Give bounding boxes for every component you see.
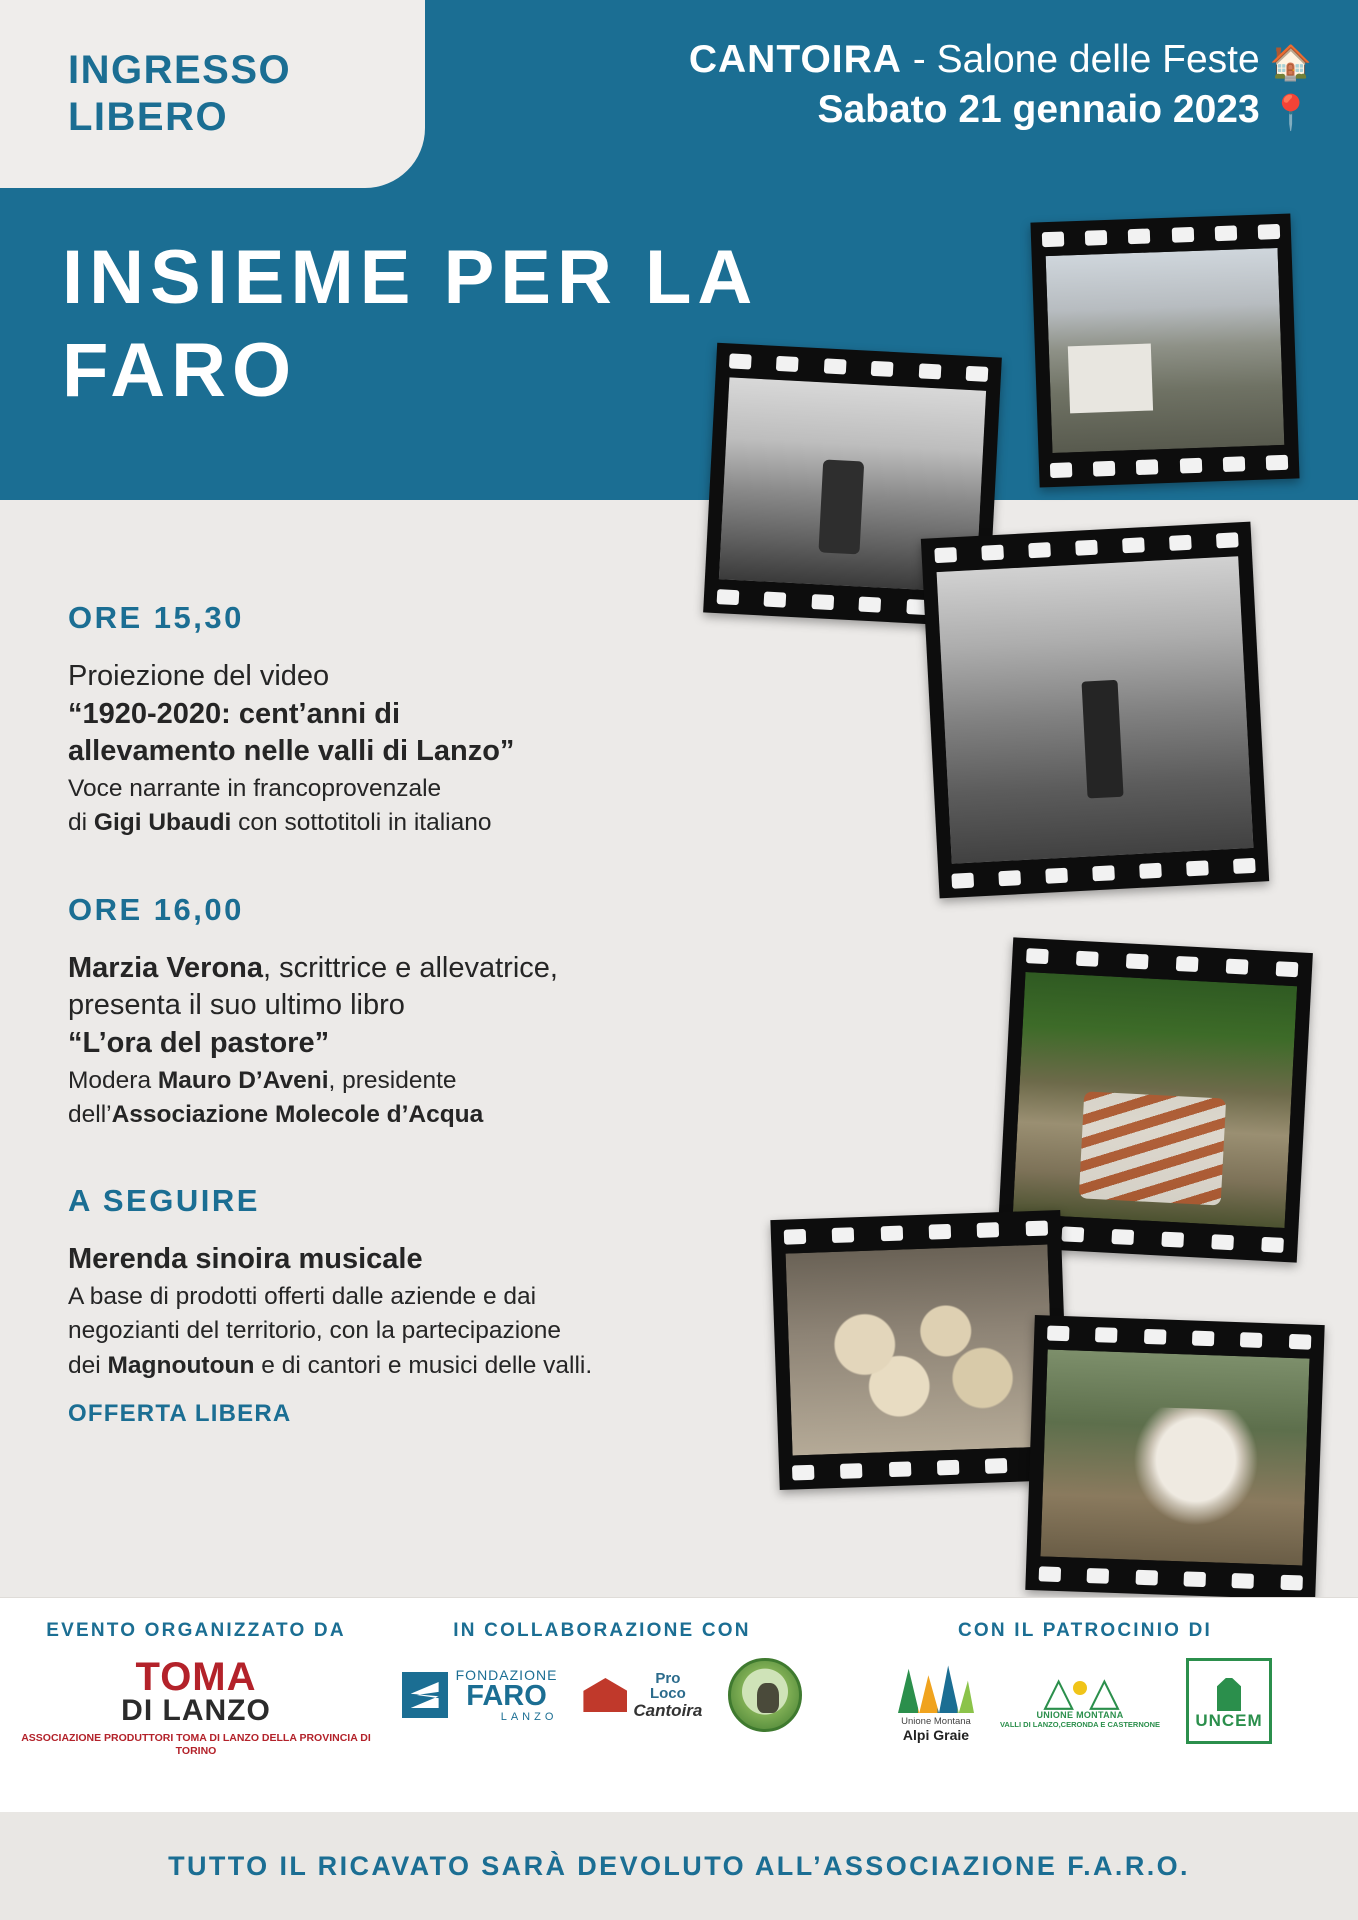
film-perforations-top [1034,1321,1325,1353]
program-item-2-speaker: Marzia Verona [68,951,264,984]
program-item-3 [68,1183,708,1429]
footer-organizer-heading: EVENTO ORGANIZZATO DA [46,1620,346,1641]
photo-cows-on-road [1013,972,1297,1228]
photo-decorated-cow [1040,1349,1309,1565]
home-icon: 🏠 [1269,44,1312,82]
photo-field-workers-bw [937,556,1254,863]
venue-place: - Salone delle Feste [901,38,1260,81]
program-item-3-sub1: A base di prodotti offerti dalle aziende e dai [68,1283,537,1311]
program-item-1-line2: “1920-2020: cent’anni di [68,697,401,730]
program-item-2-sub1-pre: Modera [68,1066,158,1094]
logo-unione-line1: UNIONE MONTANA [1036,1709,1124,1720]
footer-collaboration-logos [392,1658,812,1732]
logo-pro-loco-cantoira [583,1671,702,1719]
program-item-3-sub3 [68,1350,708,1382]
program-item-3-group: Magnoutoun [107,1351,255,1379]
program-item-2-line1-rest: , scrittrice e allevatrice, [263,951,558,984]
program-item-1-line1: Proiezione del video [68,660,330,692]
logo-local-association-circle [728,1658,802,1732]
footer-logos [0,1597,1358,1812]
bottom-banner [0,1812,1358,1920]
house-icon [583,1678,627,1712]
film-perforations-bottom [1025,1562,1316,1594]
free-entry-line1: INGRESSO [68,47,292,92]
program-item-3-sub2: negozianti del territorio, con la partecipazione [68,1317,562,1345]
photo-strip-field-workers [921,522,1269,899]
program-item-2-sub1 [68,1065,708,1097]
program-item-2-sub2-pre: dell’ [68,1101,112,1129]
logo-toma-line2: DI LANZO [121,1694,271,1727]
program-item-1-sub2-post: con sottotitoli in italiano [231,809,492,837]
program-item-1-narrator: Gigi Ubaudi [93,809,232,837]
photo-mountain-village [1046,248,1285,453]
program-item-1 [68,600,708,840]
photo-toma-cheese-wheels [786,1244,1055,1455]
program-item-1-sub2 [68,807,708,839]
logo-fondazione-faro [402,1668,558,1723]
program-item-2-body [68,950,708,1132]
free-entry-line2: LIBERO [68,95,229,139]
proceeds-note: TUTTO IL RICAVATO SARÀ DEVOLUTO ALL’ASSOCIAZIONE F.A.R.O. [168,1850,1190,1881]
program-item-2 [68,892,708,1132]
footer-collaboration-heading: IN COLLABORAZIONE CON [453,1620,751,1641]
logo-faro-line1: FONDAZIONE [455,1666,558,1683]
photo-strip-cheese [770,1210,1069,1490]
logo-unione-line2: VALLI DI LANZO,CERONDA E CASTERNONE [999,1719,1160,1729]
program-item-3-sub3-pre: dei [68,1351,108,1379]
logo-alpi-line2: Alpi Graie [902,1727,970,1743]
program-item-2-association: Associazione Molecole d’Acqua [111,1101,484,1129]
footer-patronage-logos [812,1658,1358,1744]
logo-toma-line1: TOMA [135,1655,257,1699]
logo-faro-line3: LANZO [500,1710,558,1723]
program-item-1-line3: allevamento nelle valli di Lanzo” [68,735,515,768]
free-offer-note: OFFERTA LIBERA [68,1400,292,1428]
logo-unione-montana-alpi-graie [898,1659,974,1743]
program-item-2-line3: “L’ora del pastore” [68,1027,330,1060]
free-entry-badge [0,0,425,188]
program-item-2-time: ORE 16,00 [68,891,244,927]
program-item-3-line1: Merenda sinoira musicale [68,1243,423,1276]
program-item-1-sub2-pre: di [68,809,94,837]
film-perforations-bottom [779,1452,1070,1484]
logo-alpi-line1: Unione Montana [901,1716,971,1727]
page-title [62,232,758,417]
program-item-1-time: ORE 15,30 [68,600,244,635]
location-pin-icon: 📍 [1269,93,1312,132]
logo-proloco-line2: Loco [649,1685,686,1703]
event-date: Sabato 21 gennaio 2023 [817,87,1260,131]
program-item-2-sub1-post: , presidente [328,1066,457,1094]
footer-column-collaboration [392,1598,812,1812]
logo-toma-di-lanzo [0,1655,392,1758]
program-item-3-sub3-post: e di cantori e musici delle valli. [254,1351,593,1379]
title-line-1: INSIEME PER LA [62,235,759,320]
logo-proloco-line3: Cantoira [633,1700,703,1720]
film-perforations-top [771,1216,1062,1248]
tower-icon [1209,1671,1249,1711]
film-perforations-top [1031,220,1292,251]
logo-proloco-line1: Pro [655,1670,681,1688]
venue-city: CANTOIRA [688,38,902,81]
footer-column-organizer [0,1598,392,1812]
footer-patronage-heading: CON IL PATROCINIO DI [957,1620,1213,1641]
program-item-2-line2: presenta il suo ultimo libro [68,989,405,1022]
photo-strip-mountain-village [1030,214,1299,488]
program-item-2-moderator: Mauro D’Aveni [157,1066,329,1094]
logo-faro-line2: FARO [466,1679,547,1712]
program-list [68,600,708,1481]
faro-mark-icon [402,1672,448,1718]
logo-uncem [1186,1658,1272,1744]
title-line-2: FARO [62,327,298,413]
program-item-3-body [68,1241,708,1429]
logo-toma-line3: ASSOCIAZIONE PRODUTTORI TOMA DI LANZO DELLA PROVINCIA DI TORINO [21,1732,371,1758]
mountain-glyph-icon: △ △ [1043,1669,1117,1714]
venue-info [440,36,1340,135]
logo-unione-montana-valli-di-lanzo [999,1669,1160,1729]
venue-line [440,36,1312,85]
program-item-3-time: A SEGUIRE [68,1183,260,1219]
film-perforations-bottom [1039,450,1300,481]
event-date-line [440,85,1312,136]
program-item-2-sub2 [68,1099,708,1131]
program-item-1-sub1: Voce narrante in francoprovenzale [68,775,442,803]
photo-strip-decorated-cow [1025,1315,1324,1600]
footer-column-patronage [812,1598,1358,1812]
logo-uncem-text: UNCEM [1195,1711,1263,1730]
program-item-1-body [68,658,708,840]
mountain-peaks-icon [898,1659,974,1713]
footer-organizer-logos [0,1655,392,1758]
program-item-2-line1 [68,950,708,988]
